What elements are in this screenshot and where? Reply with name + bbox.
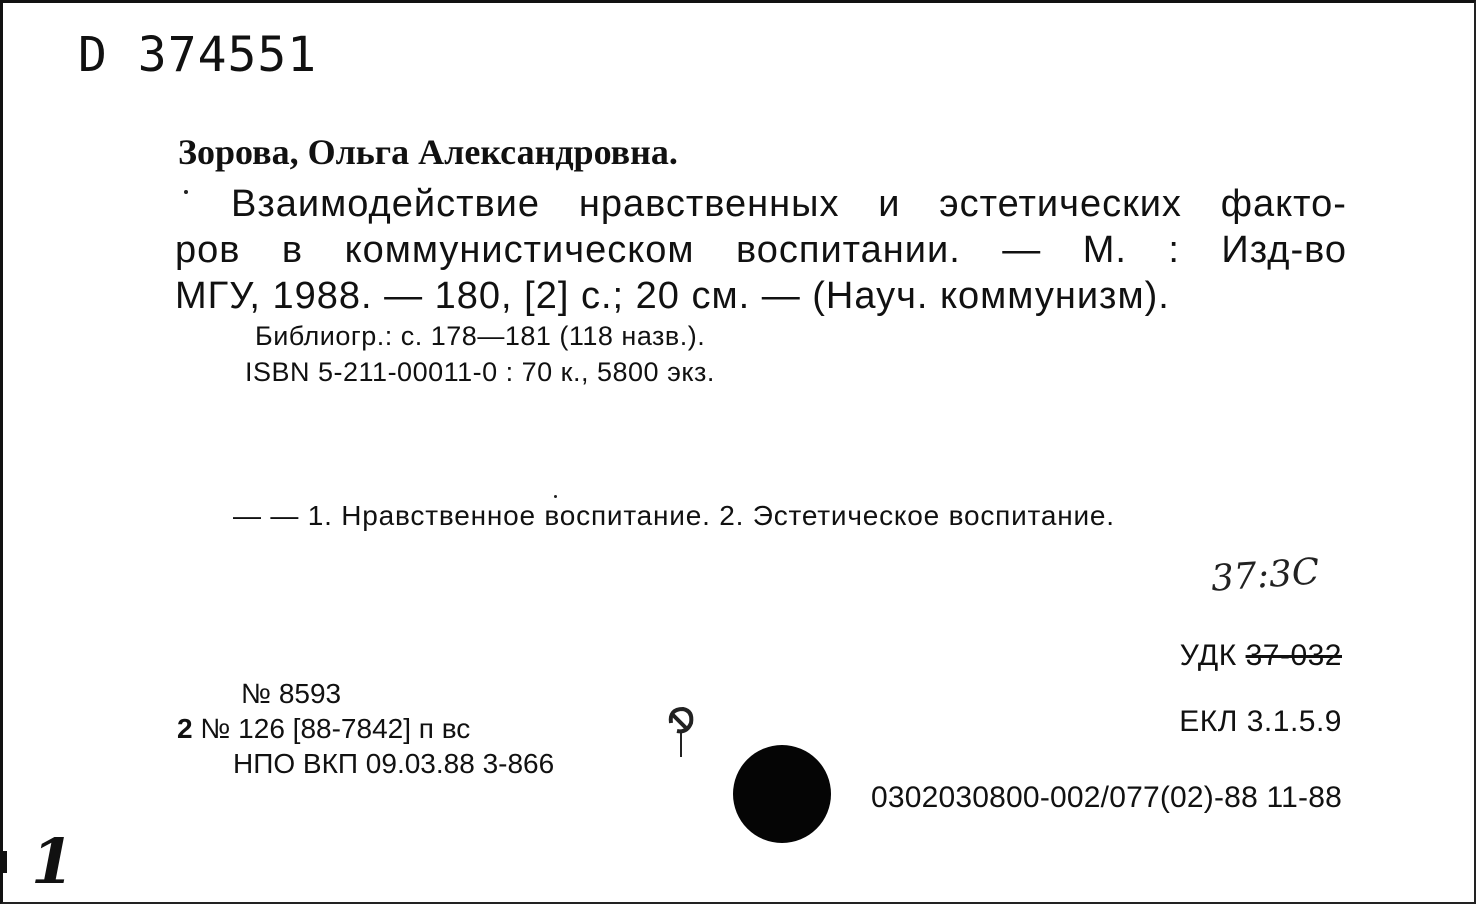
handwritten-number: 1 <box>31 825 75 898</box>
title-word: Изд-во <box>1221 229 1347 271</box>
order-prefix: 2 <box>177 713 193 744</box>
title-line-1 <box>175 181 1347 227</box>
title-line-2 <box>175 227 1347 273</box>
imprint-text: МГУ, 1988. — 180, [2] с.; 20 см. — (Науч. коммунизм). <box>175 275 1170 317</box>
title-word: эстетических <box>939 183 1182 225</box>
title-word: ров <box>175 229 241 271</box>
ekl-line: ЕКЛ 3.1.5.9 <box>1179 705 1342 738</box>
bibliography-note: Библиогр.: с. 178—181 (118 назв.). <box>255 321 706 351</box>
stray-dot <box>554 495 557 498</box>
isbn-line: ISBN 5-211-00011-0 : 70 к., 5800 экз. <box>245 357 715 387</box>
title-description <box>175 181 1347 319</box>
left-edge-mark <box>3 851 7 873</box>
printer-line: НПО ВКП 09.03.88 3-866 <box>233 748 555 779</box>
call-number: D 374551 <box>78 27 318 83</box>
order-line <box>177 713 470 745</box>
handwritten-classification: 37:3С <box>1209 551 1321 600</box>
order-details: № 126 [88-7842] п вс <box>200 713 471 744</box>
catalog-code: 0302030800-002/077(02)-88 11-88 <box>870 781 1342 814</box>
title-word: в <box>281 229 304 271</box>
title-line-3 <box>175 273 1347 319</box>
title-word: М. <box>1082 229 1127 271</box>
title-word: и <box>878 183 901 225</box>
title-word: — <box>1002 229 1042 271</box>
title-word: : <box>1168 229 1180 271</box>
title-word: Взаимодействие <box>231 183 541 225</box>
title-word: воспитании. <box>735 229 961 271</box>
card-number: № 8593 <box>241 678 342 709</box>
punch-hole-blot <box>733 745 831 843</box>
title-word: коммунистическом <box>344 229 695 271</box>
hammer-sickle-mark-icon <box>663 703 697 763</box>
title-word: нравственных <box>578 183 840 225</box>
udk-label: УДК <box>1179 639 1237 672</box>
subject-headings: — — 1. Нравственное воспитание. 2. Эстетическое воспитание. <box>233 500 1115 531</box>
author-heading: Зорова, Ольга Александровна. <box>178 132 678 172</box>
udk-line <box>1180 639 1342 673</box>
udk-value: 37-032 <box>1245 639 1342 672</box>
title-word: факто- <box>1220 183 1347 225</box>
